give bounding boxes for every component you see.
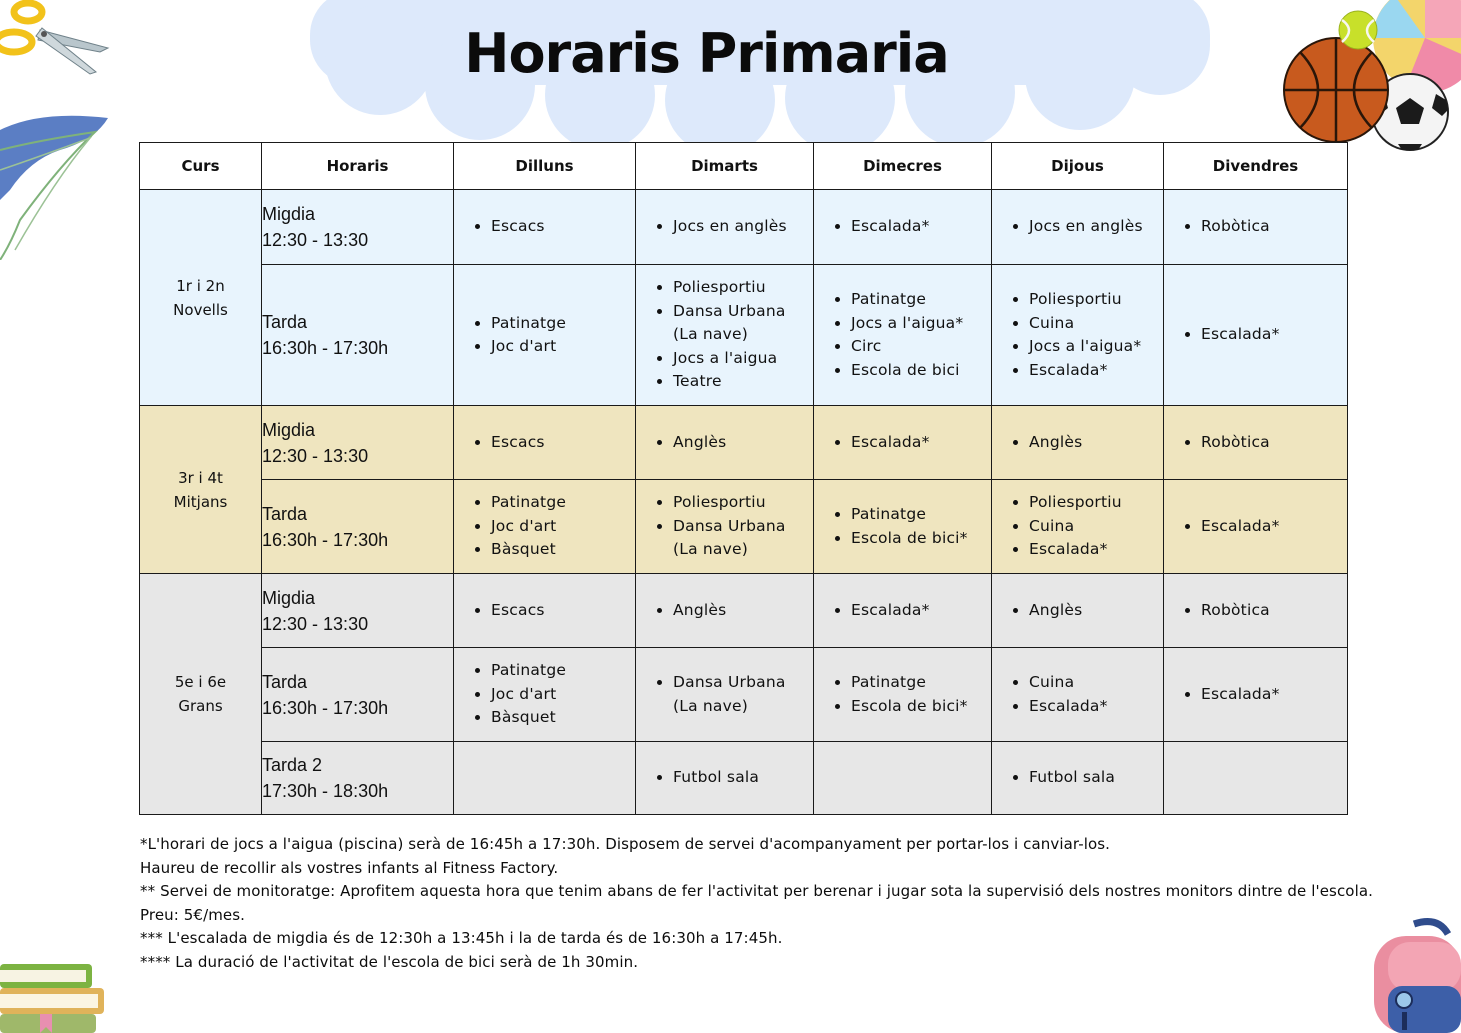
activity-item: • Poliesportiu (1029, 491, 1163, 515)
activity-list (992, 671, 1163, 718)
slot-time: 16:30h - 17:30h (262, 697, 389, 718)
activity-list (636, 276, 813, 394)
activity-item: • Bàsquet (491, 706, 635, 730)
activity-list (814, 215, 991, 239)
course-cell (140, 190, 262, 406)
footnote-line: ** Servei de monitoratge: Aprofitem aquesta hora que tenim abans de fer l'activitat per berenar i jugar sota la supervisió dels nostres monitors dintre de l'escola. (140, 882, 1374, 900)
activity-item: • Poliesportiu (1029, 288, 1163, 312)
activity-item: • Escacs (491, 599, 635, 623)
activity-list (814, 288, 991, 382)
activity-item: • Cuina (1029, 671, 1163, 695)
slot-name: Tarda 2 (262, 755, 323, 775)
activity-list (1164, 599, 1347, 623)
slot-name: Tarda (262, 671, 308, 692)
activity-cell (1164, 574, 1348, 648)
activity-item: • Robòtica (1201, 599, 1347, 623)
activity-item: • Escalada* (1029, 359, 1163, 383)
column-header: Dimecres (814, 143, 992, 190)
footnote-line: Haureu de recollir als vostres infants al Fitness Factory. (140, 858, 559, 877)
activity-list (454, 431, 635, 455)
activity-cell (992, 648, 1164, 742)
footnote-line: **** La duració de l'activitat de l'escola de bici serà de 1h 30min. (140, 952, 639, 971)
activity-cell (814, 406, 992, 480)
activity-item: • Circ (851, 335, 991, 359)
activity-list (454, 312, 635, 359)
table-row (140, 480, 1348, 574)
activity-cell (992, 480, 1164, 574)
activity-item: • Bàsquet (491, 538, 635, 562)
activity-cell (636, 574, 814, 648)
activity-item: • Patinatge (851, 671, 991, 695)
course-cell (140, 574, 262, 815)
activity-list (1164, 515, 1347, 539)
activity-cell (814, 480, 992, 574)
activity-list (636, 671, 813, 718)
activity-item: • Dansa Urbana (La nave) (673, 671, 813, 718)
activity-cell (814, 190, 992, 265)
activity-item: • Cuina (1029, 515, 1163, 539)
activity-item: • Jocs a l'aigua* (851, 312, 991, 336)
table-row (140, 742, 1348, 815)
slot-time: 12:30 - 13:30 (262, 613, 369, 634)
activity-item: • Patinatge (491, 491, 635, 515)
activity-list (636, 491, 813, 562)
course-label: Grans (178, 697, 223, 715)
activity-item: • Escalada* (851, 431, 991, 455)
slot-time: 12:30 - 13:30 (262, 445, 369, 466)
activity-item: • Escalada* (1029, 695, 1163, 719)
activity-item: • Escalada* (1201, 323, 1347, 347)
activity-cell (814, 574, 992, 648)
column-header: Dijous (992, 143, 1164, 190)
activity-cell (992, 742, 1164, 815)
activity-cell (992, 406, 1164, 480)
activity-list (636, 431, 813, 455)
slot-name: Migdia (262, 419, 316, 440)
activity-item: • Escalada* (1029, 538, 1163, 562)
activity-cell (636, 265, 814, 406)
slot-time: 17:30h - 18:30h (262, 781, 389, 801)
activity-cell (992, 574, 1164, 648)
activity-cell (636, 742, 814, 815)
header-row (140, 143, 1348, 190)
slot-time: 12:30 - 13:30 (262, 230, 369, 250)
activity-list (814, 431, 991, 455)
slot-time: 16:30h - 17:30h (262, 529, 389, 550)
footnote-line: *** L'escalada de migdia és de 12:30h a 13:45h i la de tarda és de 16:30h a 17:45h. (140, 929, 783, 947)
activity-item: • Jocs en anglès (1029, 215, 1163, 239)
backpack-icon (1366, 916, 1461, 1033)
course-label: Mitjans (173, 492, 228, 511)
activity-list (992, 599, 1163, 623)
course-label: Novells (173, 300, 228, 319)
activity-cell (814, 742, 992, 815)
activity-cell (814, 648, 992, 742)
whale-icon (0, 110, 112, 260)
activity-cell (992, 265, 1164, 406)
activity-item: • Jocs a l'aigua* (1029, 335, 1163, 359)
activity-list (636, 215, 813, 239)
activity-cell (454, 648, 636, 742)
activity-list (454, 491, 635, 562)
activity-list (992, 766, 1163, 790)
activity-cell (1164, 480, 1348, 574)
column-header: Horaris (262, 143, 454, 190)
table-row (140, 648, 1348, 742)
time-slot-cell (262, 190, 454, 265)
activity-item: • Escalada* (1201, 515, 1347, 539)
slot-time: 16:30h - 17:30h (262, 338, 389, 358)
activity-item: • Jocs en anglès (673, 215, 813, 239)
course-cell (140, 406, 262, 574)
activity-item: • Patinatge (491, 312, 635, 336)
course-label: 1r i 2n (176, 276, 225, 295)
activity-cell (454, 406, 636, 480)
activity-cell (1164, 190, 1348, 265)
activity-item: • Poliesportiu (673, 276, 813, 300)
activity-item: • Robòtica (1201, 215, 1347, 239)
books-icon (0, 960, 110, 1033)
activity-list (992, 215, 1163, 239)
activity-cell (636, 190, 814, 265)
activity-item: • Escacs (491, 431, 635, 455)
table-row (140, 406, 1348, 480)
activity-item: • Cuina (1029, 312, 1163, 336)
time-slot-cell (262, 742, 454, 815)
slot-name: Tarda (262, 312, 308, 332)
activity-list (992, 491, 1163, 562)
activity-list (814, 671, 991, 718)
activity-item: • Futbol sala (673, 766, 813, 790)
activity-item: • Anglès (1029, 431, 1163, 455)
time-slot-cell (262, 648, 454, 742)
schedule-table (139, 142, 1348, 815)
activity-item: • Robòtica (1201, 431, 1347, 455)
activity-list (1164, 431, 1347, 455)
activity-item: • Escalada* (1201, 683, 1347, 707)
activity-cell (992, 190, 1164, 265)
activity-cell (454, 742, 636, 815)
course-label: 3r i 4t (178, 468, 223, 487)
column-header: Dilluns (454, 143, 636, 190)
time-slot-cell (262, 406, 454, 480)
activity-item: • Dansa Urbana (La nave) (673, 300, 813, 347)
activity-item: • Escacs (491, 215, 635, 239)
activity-item: • Patinatge (491, 659, 635, 683)
activity-item: • Escola de bici (851, 359, 991, 383)
activity-list (636, 766, 813, 790)
activity-item: • Poliesportiu (673, 491, 813, 515)
activity-cell (454, 480, 636, 574)
footnotes (140, 833, 1373, 974)
column-header: Dimarts (636, 143, 814, 190)
activity-list (636, 599, 813, 623)
activity-list (454, 659, 635, 730)
activity-item: • Teatre (673, 370, 813, 394)
activity-item: • Escalada* (851, 215, 991, 239)
activity-item: • Futbol sala (1029, 766, 1163, 790)
slot-name: Tarda (262, 503, 308, 524)
activity-item: • Escalada* (851, 599, 991, 623)
activity-item: • Patinatge (851, 503, 991, 527)
activity-item: • Escola de bici* (851, 527, 991, 551)
activity-item: • Dansa Urbana (La nave) (673, 515, 813, 562)
activity-list (814, 503, 991, 550)
activity-item: • Jocs a l'aigua (673, 347, 813, 371)
slot-name: Migdia (262, 587, 316, 608)
activity-cell (636, 648, 814, 742)
activity-item: • Joc d'art (491, 335, 635, 359)
page-title: Horaris Primaria (464, 22, 949, 85)
activity-item: • Joc d'art (491, 515, 635, 539)
time-slot-cell (262, 265, 454, 406)
course-label: 5e i 6e (174, 673, 227, 691)
activity-cell (814, 265, 992, 406)
activity-item: • Patinatge (851, 288, 991, 312)
table-row (140, 190, 1348, 265)
activity-list (1164, 323, 1347, 347)
activity-list (454, 599, 635, 623)
activity-cell (454, 265, 636, 406)
table-row (140, 265, 1348, 406)
activity-item: • Escola de bici* (851, 695, 991, 719)
activity-item: • Anglès (1029, 599, 1163, 623)
activity-cell (636, 406, 814, 480)
activity-item: • Joc d'art (491, 683, 635, 707)
activity-list (992, 431, 1163, 455)
table-row (140, 574, 1348, 648)
activity-list (814, 599, 991, 623)
activity-cell (454, 190, 636, 265)
column-header: Divendres (1164, 143, 1348, 190)
activity-cell (1164, 265, 1348, 406)
time-slot-cell (262, 574, 454, 648)
slot-name: Migdia (262, 204, 316, 224)
activity-list (992, 288, 1163, 382)
footnote-line: *L'horari de jocs a l'aigua (piscina) serà de 16:45h a 17:30h. Disposem de servei d'acompanyament per portar-los i canviar-los. (140, 835, 1111, 853)
activity-cell (454, 574, 636, 648)
column-header: Curs (140, 143, 262, 190)
footnote-line: Preu: 5€/mes. (140, 905, 246, 924)
activity-cell (636, 480, 814, 574)
activity-list (454, 215, 635, 239)
activity-item: • Anglès (673, 599, 813, 623)
activity-item: • Anglès (673, 431, 813, 455)
activity-list (1164, 215, 1347, 239)
activity-cell (1164, 648, 1348, 742)
activity-cell (1164, 406, 1348, 480)
activity-cell (1164, 742, 1348, 815)
activity-list (1164, 683, 1347, 707)
time-slot-cell (262, 480, 454, 574)
